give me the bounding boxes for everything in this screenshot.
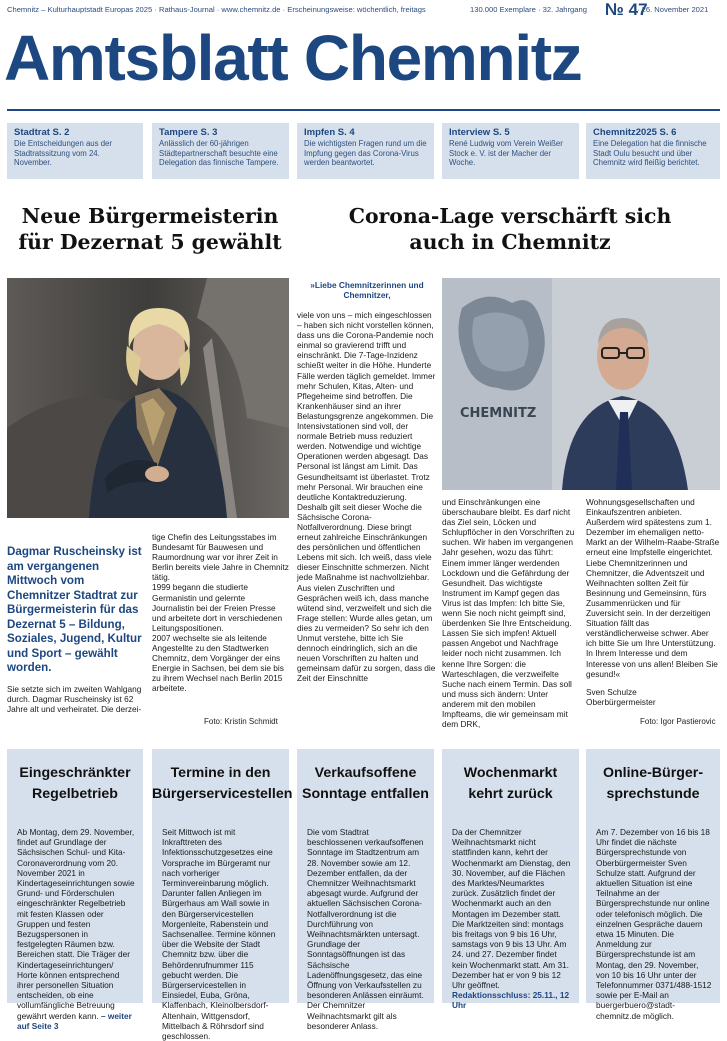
article2-column-2: und Einschränkungen eine überschaubare bleibt. Es darf nicht das Ziel sein, Löcken und Schlupflöcher in den Vorschriften zu suchen. Wir haben im vergangenen Jahr gesehen, wozu das führt: Einem immer länger werdenden Lockdown und die Gefährdung der Gesundheit. Das wichtigste Instrument im Kampf gegen das Virus ist das Impfen: Ich bitte Sie, wenn Sie noch nicht geimpft sind, überdenken Sie Ihre Entscheidung. Lassen Sie sich impfen! Aktuell passen Angebot und Nachfrage leider noch nicht zusammen. Ich kenne Ihre Sorgen: die Warteschlagen, die verzweifelte Suche nach einem Termin. Das soll und muss sich ändern: Unter anderem mit den mobilen Impfteams, die wir gemeinsam mit dem DRK, — [442, 497, 575, 730]
teaser-title: Tampere S. 3 — [159, 127, 218, 138]
headline-line: auch in Chemnitz — [409, 230, 611, 254]
article2-column-3: Wohnungsgesellschaften und Einkaufszentren anbieten. Außerdem wird spätestens zum 1. Dezember im ehemaligen netto-Markt an der Wilhelm-Raabe-Straße erneut eine Impfstelle eingerichtet. Liebe Chemnitzerinnen und Chemnitzer, die Adventszeit und Weihnachten sollten Zeit für Besinnung und Gemeinsinn, fürs Zusammenrücken und für Zuversicht sein. In der derzeitigen Situation fällt das verständlicherweise schwer. Aber ich bitte Sie um Ihre Unterstützung. In Ihrem Interesse und dem Interesse von uns allen! Bleiben Sie gesund!« — [586, 497, 720, 679]
headline-corona — [300, 203, 720, 255]
teaser-text: Die Entscheidungen aus der Stadtratssitzung vom 24. November. — [14, 139, 112, 168]
teaser-title: Stadtrat S. 2 — [14, 127, 70, 138]
teaser-stadtrat[interactable] — [7, 123, 143, 179]
box-text: Die vom Stadtrat beschlossenen verkaufsoffenen Sonntage im Stadtzentrum am 28. November sowie am 12. Dezember entfallen, da der Chemnitzer Weihnachtsmarkt abgesagt wurde. Aufgrund der aktuellen Sächsischen Corona-Notfallverordnung ist die Durchführung von Weihnachtsmärkten untersagt. Grundlage der Sonntagsöffnungen ist das Sächsische Ladenöffnungsgesetz, das eine Öffnung von Verkaufsstellen zu besonderen Anlässen einräumt. Der Chemnitzer Weihnachtsmarkt gilt als besonderer Anlass. — [307, 827, 424, 1031]
box-heading-line: Regelbetrieb — [32, 786, 118, 802]
paragraph: tige Chefin des Leitungsstabes im Bundesamt für Bauwesen und Raumordnung war vor ihrer Zeit in Berlin bereits viele Jahre in Chemnitz tätig. — [152, 532, 289, 583]
photo-credit: Foto: Igor Pastierovic — [640, 717, 716, 726]
teaser-text: Eine Delegation hat die finnische Stadt Oulu besucht und über Chemnitz wird fleißig berichtet. — [593, 139, 707, 168]
issue-date: · 26. November 2021 — [637, 5, 709, 14]
signature — [586, 687, 720, 707]
info-box-buergerservice — [152, 749, 293, 1041]
info-box-regelbetrieb — [7, 749, 143, 1031]
paragraph: 1999 begann die studierte Germanistin und gelernte Journalistin bei der Freien Presse und arbeitete dort in verschiedenen Leitungspositionen. — [152, 582, 283, 633]
info-box-verkaufsoffen — [297, 749, 434, 1031]
teaser-title: Chemnitz2025 S. 6 — [593, 127, 677, 138]
box-heading-line: Bürgerservicestellen — [152, 786, 293, 802]
photo-credit: Foto: Kristin Schmidt — [204, 717, 278, 726]
teaser-title: Impfen S. 4 — [304, 127, 355, 138]
article1-column-2 — [152, 532, 289, 710]
box-text — [442, 821, 579, 1011]
circulation: 130.000 Exemplare · 32. Jahrgang — [470, 5, 587, 14]
box-body: Ab Montag, dem 29. November, findet auf Grundlage der Sächsischen Schul- und Kita-Coronaverordnung vom 20. November 2021 in Kindertageseinrichtungen sowie Grund- und Förderschulen eingeschränkter Regelbetrieb mit festen Klassen oder Gruppen und festen Bezugspersonen in festgelegten Räumen bzw. Bereichen statt. Die Träger der Kindertageseinrichtungen/ Horte können entsprechend ihrer personellen Situation entscheiden, ob eine vollumfängliche Betreuung gewährt werden kann. — [17, 827, 135, 1021]
photo-ruscheinsky — [7, 278, 289, 518]
headline-line: Corona-Lage verschärft sich — [348, 204, 672, 228]
box-heading-line: Eingeschränkter — [19, 765, 131, 781]
teaser-chemnitz2025[interactable] — [586, 123, 720, 179]
box-body: Da der Chemnitzer Weihnachtsmarkt nicht stattfinden kann, kehrt der Wochenmarkt am Dienstag, den 30. November, auf die Flächen des Marktes/Neumarktes zurück. Zusätzlich findet der Wochenmarkt auch an den Montagen im Dezember statt. Die Marktzeiten sind: montags bis freitags von 9 bis 16 Uhr, samstags von 9 bis 13 Uhr. Am 24. und 27. Dezember findet kein Wochenmarkt statt. Am 31. Dezember hat er von 9 bis 12 Uhr geöffnet. — [452, 827, 571, 991]
teaser-text: Die wichtigsten Fragen rund um die Impfung gegen das Corona-Virus werden beantwortet. — [304, 139, 427, 168]
box-heading-line: Online-Bürger- — [602, 765, 704, 781]
salutation: »Liebe Chemnitzerinnen und Chemnitzer, — [310, 280, 424, 301]
lead-paragraph: Dagmar Ruscheinsky ist am vergangenen Mittwoch vom Chemnitzer Stadtrat zur Bürgermeisterin für das Dezernat 5 – Bildung, Soziales, Jugend, Kultur und Sport – gewählt worden. — [7, 545, 142, 674]
teaser-title: Interview S. 5 — [449, 127, 510, 138]
box-text — [7, 821, 143, 1031]
teaser-interview[interactable] — [442, 123, 579, 179]
teaser-text: René Ludwig vom Verein Weißer Stock e. V. ist der Macher der Woche. — [449, 139, 563, 168]
article1-column-1: Sie setzte sich im zweiten Wahlgang durch. Dagmar Ruscheinsky ist 62 Jahre alt und verheiratet. Die derzei- — [7, 684, 142, 715]
article2-column-1: viele von uns – mich eingeschlossen – haben sich nicht vorstellen können, dass uns die Corona-Pandemie noch einmal so gravierend trifft und einschränkt. Die 7-Tage-Inzidenz schießt weiter in die Höhe. Hunderte Fälle werden täglich gemeldet. Immer mehr Schulen, Kitas, Alten- und Pflegeheime sind betroffen. Die Krankenhäuser sind an ihrer Belastungsgrenze angekommen. Die Intensivstationen sind voll, der normale Betrieb muss reduziert werden. Notwendige und wichtige Operationen werden abgesagt. Das Personal ist längst am Limit. Das Gesundheitsamt ist überlastet. Trotz mehr Personal. Wir brauchen eine deutliche Kontaktreduzierung. Deshalb gilt seit dieser Woche die Sächsische Corona-Notfallverordnung. Diese bringt erneut zahlreiche Einschränkungen des persönlichen und öffentlichen Lebens mit sich. Ich weiß, dass viele dieser Einschnitte schmerzen. Nicht jede Maßnahme ist nachvollziehbar. Aus vielen Zuschriften und Gesprächen weiß ich, dass manche wütend sind, verzweifelt und sich die Frage stellen: Wurde alles getan, um dies zu vermeiden? So sehr ich den Unmut verstehe, bitte ich Sie dennoch eindringlich, sich an die neuen Vorschriften zu halten und gemeinsam dafür zu sorgen, dass die Zeit der Einschnitte — [297, 310, 436, 684]
box-heading — [7, 749, 143, 821]
info-box-wochenmarkt — [442, 749, 579, 1011]
box-heading-line: sprechstunde — [606, 786, 700, 802]
signature-role: Oberbürgermeister — [586, 697, 656, 708]
box-heading-line: Wochenmarkt — [463, 765, 558, 781]
chemnitz-sign-text: CHEMNITZ — [460, 406, 537, 421]
paragraph: 2007 wechselte sie als leitende Angestellte zu den Stadtwerken Chemnitz, dem Vorgänger der eins Energie in Sachsen, bei dem sie bis zu ihrem Wechsel nach Berlin 2015 arbeitete. — [152, 632, 284, 694]
masthead-title: Amtsblatt Chemnitz — [4, 22, 582, 94]
masthead-rule — [7, 109, 720, 111]
teaser-tampere[interactable] — [152, 123, 289, 179]
box-heading-line: Termine in den — [170, 765, 271, 781]
editorial-deadline: Redaktionsschluss: 25.11., 12 Uhr — [452, 990, 570, 1011]
box-heading — [297, 749, 434, 821]
signature-name: Sven Schulze — [586, 687, 637, 697]
topline: Chemnitz – Kulturhauptstadt Europas 2025 · Rathaus-Journal · www.chemnitz.de · Erscheinungsweise: wöchentlich, freitags — [7, 5, 426, 14]
headline-buergermeisterin — [7, 203, 293, 255]
headline-line: Neue Bürgermeisterin — [21, 204, 279, 228]
box-text: Seit Mittwoch ist mit Inkrafttreten des Infektionsschutzgesetzes eine Vorsprache im Bürgeramt nur nach vorheriger Terminvereinbarung möglich. Darunter fallen Anliegen im Bürgerhaus am Wall sowie in den Bürgerservicestellen Morgenleite, Rabenstein und Sachsenallee. Termine können über die Website der Stadt Chemnitz bzw. über die Behördenrufnummer 115 gebucht werden. Die Bürgerservicestellen in Einsiedel, Euba, Gröna, Klaffenbach, Kleinolbersdorf-Altenhain, Wittgensdorf, Mittelbach & Röhrsdorf sind geschlossen. — [162, 827, 276, 1041]
box-text: Am 7. Dezember von 16 bis 18 Uhr findet die nächste Bürgersprechstunde von Oberbürgermeister Sven Schulze statt. Aufgrund der aktuellen Situation ist eine Teilnahme an der Bürgersprechstunde nur online oder telefonisch möglich. Die einzelnen Gespräche dauern etwa 15 Minuten. Die Anmeldung zur Bürgersprechstunde ist am Montag, den 29. November, von 10 bis 16 Uhr unter der Telefonnummer 0371/488-1512 sowie per E-Mail an buergerbuero@stadt-chemnitz.de möglich. — [596, 827, 712, 1021]
teaser-text: Anlässlich der 60-jährigen Städtepartnerschaft besuchte eine Delegation das finnische Tampere. — [159, 139, 279, 168]
box-heading-line: kehrt zurück — [468, 786, 553, 802]
continue-link[interactable]: – weiter auf Seite 3 — [17, 1010, 132, 1031]
box-heading — [442, 749, 579, 821]
headline-line: für Dezernat 5 gewählt — [18, 230, 282, 254]
box-heading — [586, 749, 720, 821]
info-box-sprechstunde — [586, 749, 720, 1021]
photo-schulze — [442, 278, 720, 490]
box-heading — [152, 749, 293, 821]
box-heading-line: Verkaufsoffene — [314, 765, 417, 781]
box-heading-line: Sonntage entfallen — [302, 786, 429, 802]
teaser-impfen[interactable] — [297, 123, 434, 179]
issue-number: № 47 — [605, 0, 648, 19]
